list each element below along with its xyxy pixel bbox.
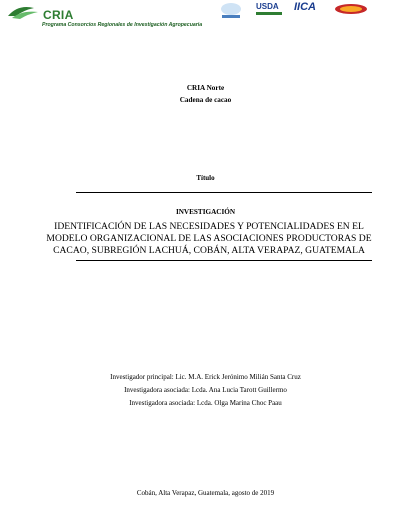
document-header bbox=[0, 0, 411, 32]
document-title bbox=[42, 221, 376, 257]
cover-line-2: Cadena de cacao bbox=[179, 96, 232, 104]
title-line: MODELO ORGANIZACIONAL DE LAS ASOCIACIONES PRODUCTORAS DE bbox=[46, 233, 372, 244]
top-divider bbox=[76, 192, 372, 193]
usda-logo-text: USDA bbox=[256, 2, 279, 11]
title-label: Título bbox=[196, 174, 215, 182]
title-line: CACAO, SUBREGIÓN LACHUÁ, COBÁN, ALTA VERAPAZ, GUATEMALA bbox=[53, 245, 365, 256]
cria-logo-text: CRIA bbox=[43, 8, 74, 22]
section-label: INVESTIGACIÓN bbox=[175, 208, 236, 216]
researcher-line: Investigador principal: Lic. M.A. Erick Jerónimo Milián Santa Cruz bbox=[110, 373, 301, 381]
usda-logo bbox=[256, 2, 282, 15]
researcher-line: Investigadora asociada: Lcda. Olga Marina Choc Paau bbox=[129, 399, 282, 407]
cria-logo-subtitle: Programa Consorcios Regionales de Investigación Agropecuaria bbox=[42, 22, 203, 28]
partner-emblem-icon bbox=[218, 2, 244, 20]
place-date: Cobán, Alta Verapaz, Guatemala, agosto de 2019 bbox=[136, 489, 275, 497]
researcher-line: Investigadora asociada: Lcda. Ana Lucia Tarott Guillermo bbox=[124, 386, 287, 394]
partner-brand-icon bbox=[334, 3, 368, 15]
cover-line-1: CRIA Norte bbox=[186, 84, 225, 92]
title-line: IDENTIFICACIÓN DE LAS NECESIDADES Y POTENCIALIDADES EN EL bbox=[54, 221, 364, 232]
cria-logo-icon bbox=[4, 2, 44, 22]
iica-logo-text: IICA bbox=[294, 1, 316, 13]
usda-logo-bar bbox=[256, 12, 282, 15]
bottom-divider bbox=[76, 260, 372, 261]
